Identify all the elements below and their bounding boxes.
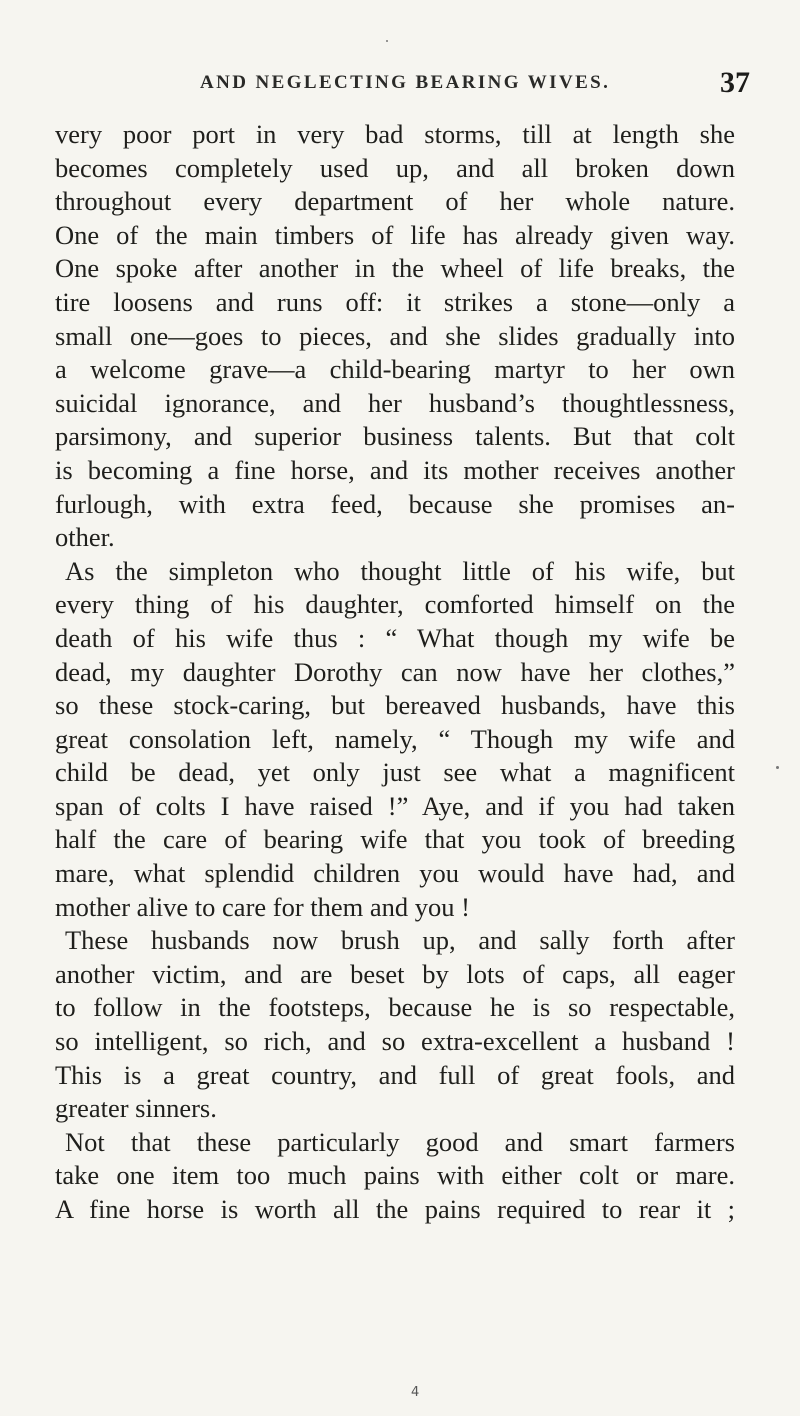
text-line: child be dead, yet only just see what a magnificent: [55, 757, 735, 788]
text-line: tire loosens and runs off: it strikes a stone—only a: [55, 286, 735, 317]
text-line: throughout every department of her whole nature.: [55, 186, 735, 217]
text-line: A fine horse is worth all the pains required to rear it ;: [55, 1194, 735, 1224]
text-line: is becoming a fine horse, and its mother receives another: [55, 454, 735, 485]
text-line: greater sinners.: [55, 1093, 217, 1124]
text-line: One spoke after another in the wheel of life breaks, the: [55, 253, 735, 284]
text-line: suicidal ignorance, and her husband’s thoughtlessness,: [55, 387, 735, 418]
text-line: One of the main timbers of life has already given way.: [55, 219, 735, 250]
text-line: mother alive to care for them and you !: [55, 891, 471, 922]
text-line: so intelligent, so rich, and so extra-excellent a husband !: [55, 1026, 735, 1057]
text-line: As the simpleton who thought little of his wife, but: [65, 555, 735, 586]
text-line: span of colts I have raised !” Aye, and if you had taken: [55, 790, 735, 821]
text-line: to follow in the footsteps, because he is so respectable,: [55, 992, 735, 1023]
text-line: another victim, and are beset by lots of caps, all eager: [55, 958, 735, 989]
text-line: This is a great country, and full of great fools, and: [55, 1059, 735, 1090]
running-title: AND NEGLECTING BEARING WIVES.: [200, 72, 611, 93]
page-number: 37: [720, 66, 750, 99]
text-line: parsimony, and superior business talents. But that colt: [55, 421, 735, 452]
running-head: [70, 66, 750, 106]
print-speck: [776, 766, 779, 769]
text-line: dead, my daughter Dorothy can now have her clothes,”: [55, 656, 735, 687]
text-line: small one—goes to pieces, and she slides gradually into: [55, 320, 735, 351]
text-line: becomes completely used up, and all broken down: [55, 152, 735, 183]
text-line: take one item too much pains with either colt or mare.: [55, 1160, 735, 1191]
text-line: great consolation left, namely, “ Though my wife and: [55, 723, 735, 754]
text-line: mare, what splendid children you would have had, and: [55, 858, 735, 889]
text-line: a welcome grave—a child-bearing martyr to her own: [55, 354, 735, 385]
text-line: These husbands now brush up, and sally forth after: [65, 925, 735, 956]
print-speck: [386, 40, 388, 42]
text-line: Not that these particularly good and smart farmers: [65, 1126, 735, 1157]
text-line: furlough, with extra feed, because she promises an-: [55, 488, 735, 519]
signature-mark: 4: [411, 1385, 420, 1400]
text-line: other.: [55, 522, 115, 553]
text-line: very poor port in very bad storms, till at length she: [55, 119, 735, 149]
text-line: half the care of bearing wife that you took of breeding: [55, 824, 735, 855]
text-line: death of his wife thus : “ What though my wife be: [55, 622, 735, 653]
text-line: so these stock-caring, but bereaved husbands, have this: [55, 690, 735, 721]
text-line: every thing of his daughter, comforted himself on the: [55, 589, 735, 620]
body-text: [55, 118, 735, 1227]
